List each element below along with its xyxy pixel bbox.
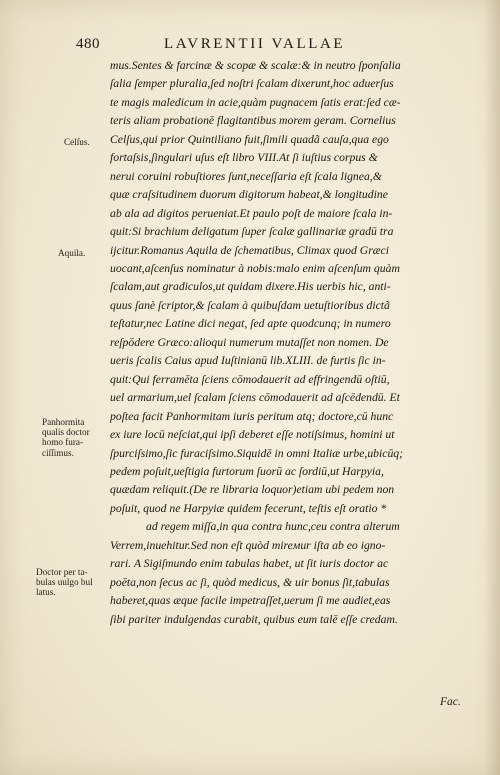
text-line: uel armarium,uel ſcalam ſciens cōmodauerit ad aſcēdendū. Et	[110, 391, 400, 405]
marginal-note-doctor	[36, 567, 93, 598]
text-line: Verrem,inuehitur.Sed non eſt quòd mireмur iſta ab eo igno-	[110, 538, 386, 552]
marginal-note-line: Aquila.	[58, 248, 86, 258]
marginal-note-line: qualis doctor	[42, 427, 90, 438]
text-line: Celſus,qui prior Quintiliano fuit,ſimili quadã cauſa,qua ego	[110, 132, 389, 146]
text-line: mus.Sentes & farcinæ & scopæ & scalæ:& in neutro ſponſalia	[110, 59, 401, 72]
text-line: poēta,non ſecus ac ſi, quòd medicus, & uir bonus ſit,tabulas	[110, 575, 390, 589]
page-header	[76, 34, 476, 54]
running-head: LAVRENTII VALLAE	[164, 36, 346, 52]
text-line: quæ craſsitudinem duorum digitorum habeat,& longitudine	[110, 188, 388, 202]
text-line: reſpōdere Græco:alioqui numerum mutaſſet non nomen. De	[110, 335, 389, 349]
marginal-note-line: Celſus.	[64, 137, 90, 147]
text-line: quit:Qui ferramēta ſciens cōmodauerit ad effringendū oſtiū,	[110, 372, 390, 386]
text-line: ad regem miſſa,in qua contra hunc,ceu contra alterum	[146, 520, 400, 534]
marginal-note-line: Panhormita	[42, 417, 85, 427]
text-line: teris aliam probationē flagitantibus morem geram. Cornelius	[110, 114, 396, 128]
text-line: ab ala ad digitos perueniat.Et paulo poſt de maiore ſcala in-	[110, 206, 393, 220]
marginal-note-line: latus.	[36, 587, 56, 598]
text-line: ex iure locū neſciat,qui ipſi deberet eſſe notiſsimus, homini ut	[110, 428, 395, 442]
marginal-note-line: ciſſimus.	[42, 447, 74, 458]
marginal-note-celsus	[64, 137, 90, 147]
text-line: teſtatur,nec Latine dici negat, ſed apte quodcunq; in numero	[110, 317, 391, 331]
marginal-note-aquila	[58, 248, 85, 258]
page-edge-shadow	[484, 0, 500, 775]
text-line: ueris ſcalis Caius apud Iuſtinianū lib.XLIII. de furtis ſic in-	[110, 354, 386, 368]
text-line: ijcitur.Romanus Aquila de ſchematibus, Climax quod Græci	[110, 243, 389, 257]
page-number: 480	[76, 36, 100, 52]
text-line: quus ſanè ſcriptor,& ſcalam à quibuſdam uetuſtioribus dictã	[110, 298, 390, 312]
text-line: haberet,quas æque facile impetraſſet,uerum ſi me audiet,eas	[110, 594, 391, 608]
marginal-note-line: homo fura-	[42, 437, 84, 448]
main-text-block	[110, 57, 466, 629]
text-line: nerui coruini robuſtiores ſunt,neceſſaria eſt ſcala lignea,&	[110, 169, 382, 183]
text-line: poſtea facit Panhormitam iuris peritum atq; doctore,cū hunc	[110, 409, 394, 423]
text-line: ſpurciſsimo,ſic furaciſsimo.Siquidē in omni Italiæ urbe,ubicūq;	[110, 446, 404, 460]
text-line: ſibi pariter indulgendas curabit, quibus eum talē eſſe credam.	[110, 612, 398, 626]
marginal-note-line: Doctor per ta-	[36, 567, 88, 577]
text-line: rari. A Sigiſmundo enim tabulas habet, ut ſit iuris doctor ac	[110, 557, 389, 571]
text-line: quit:Si brachium deligatum ſuper ſcalæ gallinariæ gradū tra	[110, 225, 394, 239]
catchword: Fac.	[440, 696, 461, 708]
text-line: pedem poſuit,ueſtigia furtorum ſuorū ac ſordiū,ut Harpyia,	[110, 464, 384, 478]
marginal-note-panormita	[42, 417, 90, 458]
text-line: poſuit, quod ne Harpyiæ quidem fecerunt, teſtis eſt oratio *	[110, 501, 387, 515]
text-line: te magis maledicum in acie,quàm pugnacem ſatis erat:ſed cæ-	[110, 95, 401, 109]
text-line: uocant,aſcenſus nominatur à nobis:malo enim aſcenſum quàm	[110, 261, 400, 275]
text-line: ſcalam,aut gradiculos,ut quidam dixere.His uerbis hic, anti-	[110, 280, 391, 294]
text-line: ſalia ſemper pluralia,ſed noſtri ſcalam dixerunt,hoc aduerſus	[110, 77, 394, 91]
marginal-note-line: bulas uulgo bul	[36, 577, 93, 588]
text-line: quædam reliquit.(De re libraria loquor)etiam ubi pedem non	[110, 483, 395, 497]
text-line: fortaſsis,ſingulari uſus eſt libro VIII.At ſi iuſtius corpus &	[110, 151, 378, 165]
